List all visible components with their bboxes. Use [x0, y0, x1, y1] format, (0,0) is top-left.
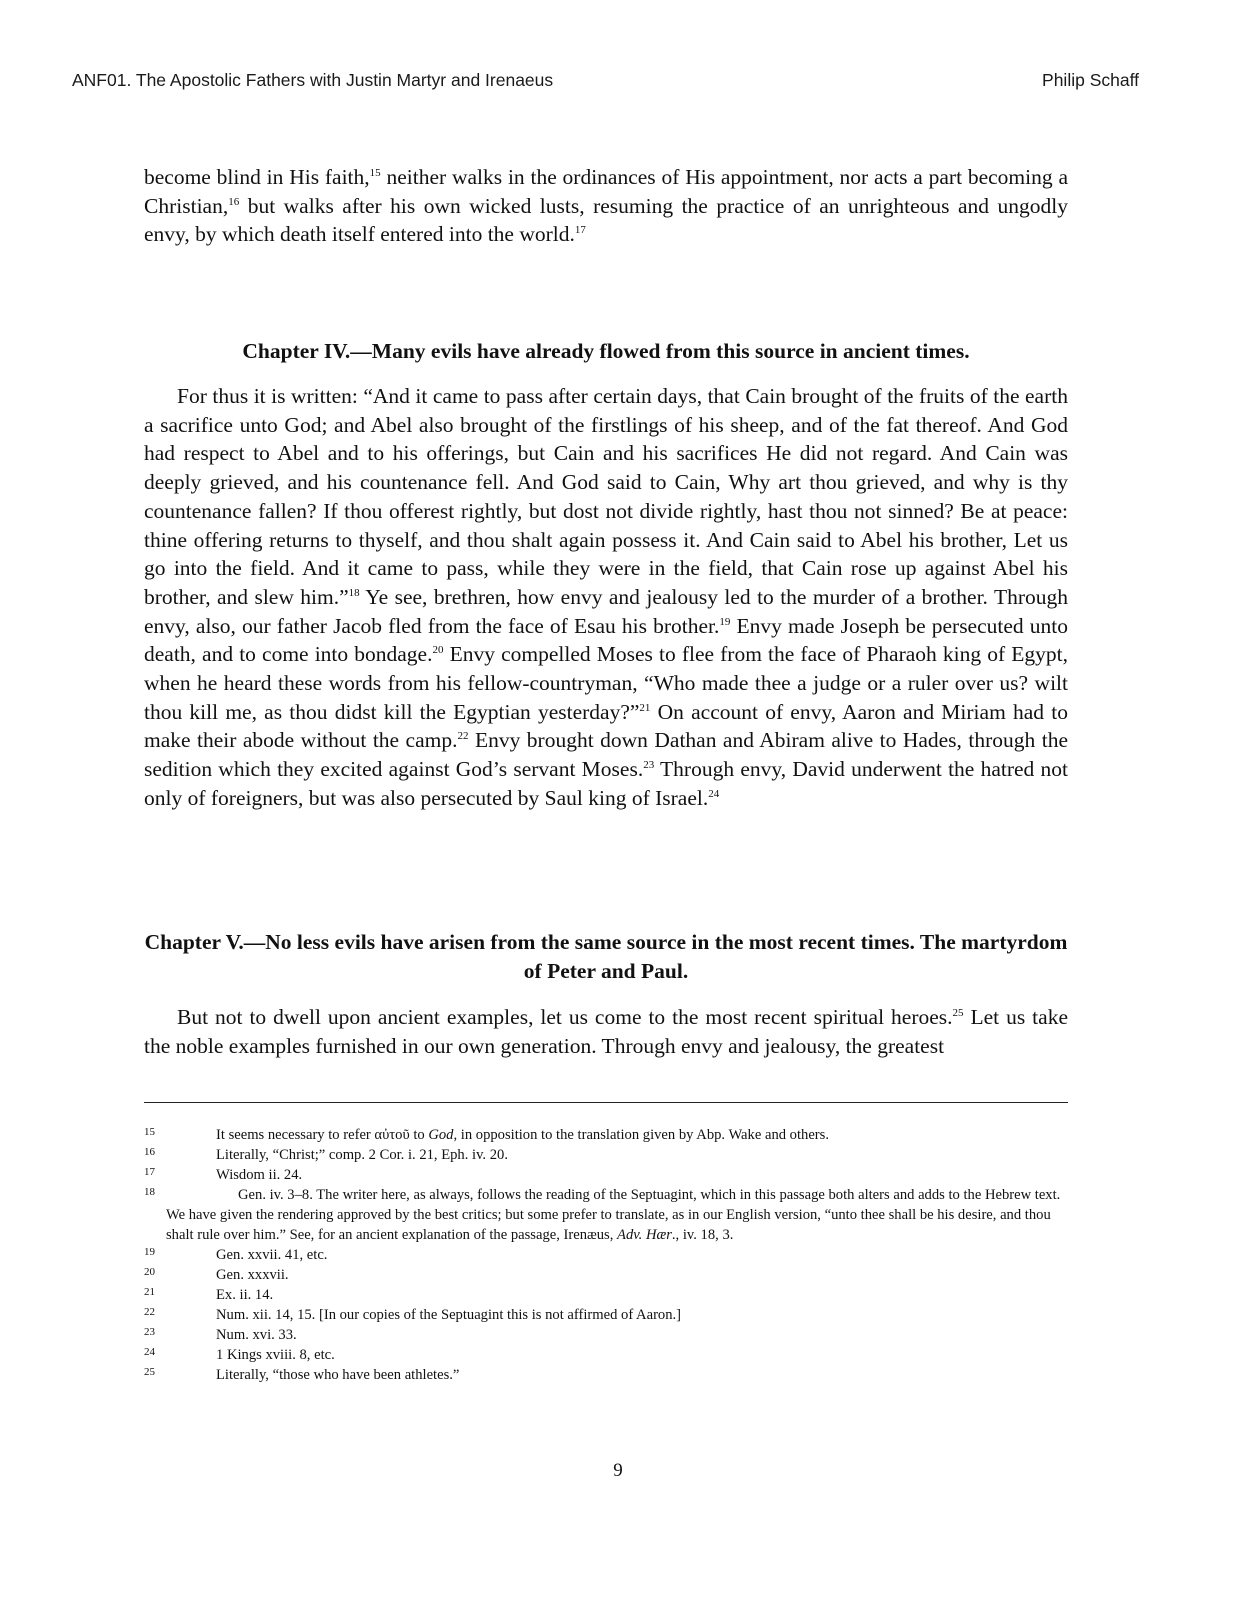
footnote-text: Wisdom ii. 24.: [216, 1167, 303, 1183]
footnotes: [144, 1125, 1068, 1385]
footnote-number: 15: [144, 1126, 155, 1138]
footnote-number: 20: [144, 1266, 155, 1278]
footnote-number: 19: [144, 1246, 155, 1258]
footnote-23: [144, 1325, 1068, 1345]
footnote-ref-23[interactable]: 23: [643, 759, 655, 772]
footnote-ref-19[interactable]: 19: [719, 615, 731, 628]
footnote-ref-20[interactable]: 20: [432, 644, 444, 657]
footnote-ref-16[interactable]: 16: [228, 195, 240, 208]
text-run: Let us take the noble examples furnished in our own generation. Through envy and jealousy, the greatest: [144, 1005, 1068, 1058]
text-run: Through envy, David underwent the hatred not only of foreigners, but was also persecuted by Saul king of Israel.: [144, 757, 1068, 810]
footnote-number: 22: [144, 1306, 155, 1318]
footnote-24: [144, 1345, 1068, 1365]
footnote-18: [144, 1185, 1068, 1245]
footnote-20: [144, 1265, 1068, 1285]
footnote-number: 24: [144, 1346, 155, 1358]
footnote-number: 17: [144, 1166, 155, 1178]
footnote-text: Gen. xxxvii.: [216, 1267, 289, 1283]
footnote-ref-25[interactable]: 25: [952, 1007, 964, 1019]
footnote-text: Num. xii. 14, 15. [In our copies of the Septuagint this is not affirmed of Aaron.]: [216, 1307, 682, 1323]
text-run: become blind in His faith,: [144, 165, 370, 189]
footnote-italic: Adv. Hær: [617, 1227, 672, 1243]
footnote-text: , in opposition to the translation given by Abp. Wake and others.: [453, 1127, 829, 1143]
chapter-v-paragraph: [144, 1003, 1068, 1060]
text-run: but walks after his own wicked lusts, resuming the practice of an unrighteous and ungodly envy, by which death itself entered into the world.: [144, 193, 1068, 247]
footnote-number: 23: [144, 1326, 155, 1338]
chapter-iv-paragraph: [144, 382, 1068, 813]
footnote-19: [144, 1245, 1068, 1265]
footnote-number: 21: [144, 1286, 155, 1298]
text-run: Envy brought down Dathan and Abiram alive to Hades, through the sedition which they excited against God’s servant Moses.: [144, 728, 1068, 782]
footnote-text: Literally, “Christ;” comp. 2 Cor. i. 21, Eph. iv. 20.: [216, 1147, 508, 1163]
text-run: But not to dwell upon ancient examples, let us come to the most recent spiritual heroes.: [177, 1005, 953, 1029]
footnote-number: 16: [144, 1146, 155, 1158]
chapter-heading-iv: Chapter IV.—Many evils have already flowed from this source in ancient times.: [242, 339, 970, 363]
footnote-text: It seems necessary to refer αὐτοῦ to: [216, 1127, 429, 1143]
footnote-ref-18[interactable]: 18: [348, 586, 360, 599]
footnote-text: Ex. ii. 14.: [216, 1287, 274, 1303]
text-run: Ye see, brethren, how envy and jealousy led to the murder of a brother. Through envy, also, our father Jacob fled from the face of Esau his brother.: [144, 584, 1068, 638]
paragraph-continued: [144, 163, 1068, 249]
footnote-22: [144, 1305, 1068, 1325]
footnote-text: Literally, “those who have been athletes.”: [216, 1367, 460, 1383]
footnote-ref-22[interactable]: 22: [457, 730, 469, 743]
footnote-divider: [144, 1102, 1068, 1103]
footnote-text: Num. xvi. 33.: [216, 1327, 297, 1343]
text-run: Envy made Joseph be persecuted unto death, and to come into bondage.: [144, 613, 1069, 667]
footnote-21: [144, 1285, 1068, 1305]
chapter-heading-v: Chapter V.—No less evils have arisen from the same source in the most recent times. The martyrdom of Peter and Paul.: [144, 930, 1068, 983]
header-author: Philip Schaff: [1042, 70, 1139, 90]
footnote-15: [144, 1125, 1068, 1145]
text-run: On account of envy, Aaron and Miriam had to make their abode without the camp.: [144, 699, 1068, 753]
text-run: For thus it is written: “And it came to pass after certain days, that Cain brought of the fruits of the earth a sacrifice unto God; and Abel also brought of the firstlings of his sheep, and of the fat thereof. And God had respect to Abel and to his offerings, but Cain and his sacrifices He did not regard. And Cain was deeply grieved, and his countenance fell. And God said to Cain, Why art thou grieved, and why is thy countenance fallen? If thou offerest rightly, but dost not divide rightly, hast thou not sinned? Be at peace: thine offering returns to thyself, and thou shalt again possess it. And Cain said to Abel his brother, Let us go into the field. And it came to pass, while they were in the field, that Cain rose up against Abel his brother, and slew him.”: [144, 384, 1068, 609]
footnote-text: 1 Kings xviii. 8, etc.: [216, 1347, 335, 1363]
page-number: 9: [613, 1460, 623, 1481]
footnote-ref-15[interactable]: 15: [369, 167, 381, 179]
footnote-16: [144, 1145, 1068, 1165]
text-run: neither walks in the ordinances of His appointment, nor acts a part becoming a Christian,: [144, 165, 1068, 218]
footnote-text: Gen. xxvii. 41, etc.: [216, 1247, 328, 1263]
footnote-ref-21[interactable]: 21: [639, 701, 651, 714]
footnote-number: 25: [144, 1366, 155, 1378]
text-run: Envy compelled Moses to flee from the face of Pharaoh king of Egypt, when he heard these words from his fellow-countryman, “Who made thee a judge or a ruler over us? wilt thou kill me, as thou didst kill the Egyptian yesterday?”: [144, 642, 1068, 724]
footnote-italic: God: [428, 1127, 454, 1143]
footnote-number: 18: [144, 1186, 155, 1198]
running-header: [72, 70, 1139, 91]
footnote-ref-17[interactable]: 17: [574, 224, 586, 237]
footnote-text: ., iv. 18, 3.: [671, 1227, 734, 1243]
footnote-25: [144, 1365, 1068, 1385]
header-book-title: ANF01. The Apostolic Fathers with Justin Martyr and Irenaeus: [72, 70, 554, 90]
footnote-text: Gen. iv. 3–8. The writer here, as always, follows the reading of the Septuagint, which in this passage both alters and adds to the Hebrew text. We have given the rendering approved by the best critics; but some prefer to translate, as in our English version, “unto thee shall be his desire, and thou shalt rule over him.” See, for an ancient explanation of the passage, Irenæus,: [166, 1187, 1061, 1243]
footnote-ref-24[interactable]: 24: [708, 787, 720, 800]
footnote-17: [144, 1165, 1068, 1185]
